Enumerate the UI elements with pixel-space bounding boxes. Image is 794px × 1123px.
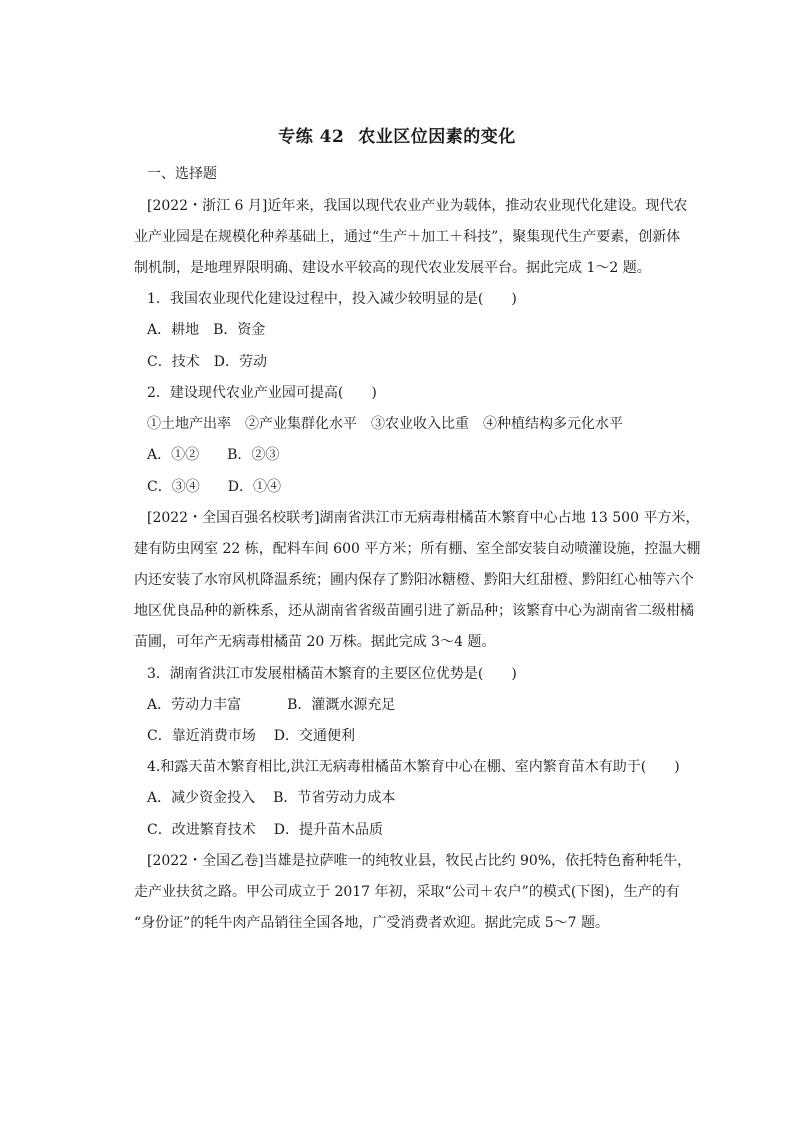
passage1-line2: 业产业园是在规模化种养基础上，通过“生产＋加工＋科技”，聚集现代生产要素，创新体: [134, 229, 681, 245]
q2-option-b: B．②③: [227, 447, 280, 463]
section-heading: 一、选择题: [147, 166, 217, 182]
q4-option-c: C．改进繁育技术: [147, 822, 256, 838]
q2-option-d: D．①④: [227, 479, 281, 495]
passage1-line1: [2022・浙江 6 月]近年来，我国以现代农业产业为载体，推动农业现代化建设。现代农: [147, 198, 688, 214]
q3-option-a: A．劳动力丰富: [147, 697, 242, 713]
q2-stem: 2．建设现代农业产业园可提高( ): [147, 385, 377, 401]
passage2-line5: 苗圃，可年产无病毒柑橘苗 20 万株。据此完成 3～4 题。: [134, 634, 496, 650]
q1-options-row1: [147, 320, 265, 340]
q4-option-b: B．节省劳动力成本: [273, 790, 396, 806]
title-number: 专练 42: [278, 127, 345, 147]
q4-option-a: A．减少资金投入: [147, 790, 256, 806]
q3-option-c: C．靠近消费市场: [147, 728, 256, 744]
q1-options-row2: [147, 352, 267, 372]
q2-option-a: A．①②: [147, 447, 200, 463]
page-title: [0, 122, 794, 147]
passage3-line3: “身份证”的牦牛肉产品销往全国各地，广受消费者欢迎。据此完成 5～7 题。: [134, 915, 610, 931]
q3-stem: 3．湖南省洪江市发展柑橘苗木繁育的主要区位优势是( ): [147, 666, 517, 682]
q3-options-row2: [147, 726, 355, 746]
q4-options-row1: [147, 788, 395, 808]
q1-option-d: D．劳动: [213, 354, 267, 370]
q2-options-row1: [147, 445, 279, 465]
passage3-line1: [2022・全国乙卷]当雄是拉萨唯一的纯牧业县，牧民占比约 90%，依托特色畜种牦牛，: [147, 853, 692, 869]
passage3-line2: 走产业扶贫之路。甲公司成立于 2017 年初，采取“公司＋农户”的模式(下图)，生产的有: [134, 884, 680, 900]
passage2-line1: [2022・全国百强名校联考]湖南省洪江市无病毒柑橘苗木繁育中心占地 13 500 平方米，: [147, 510, 700, 526]
q4-option-d: D．提升苗木品质: [273, 822, 383, 838]
passage1-line3: 制机制，是地理界限明确、建设水平较高的现代农业发展平台。据此完成 1～2 题。: [134, 260, 651, 276]
q2-options-row2: [147, 477, 281, 497]
q1-stem: 1．我国农业现代化建设过程中，投入减少较明显的是( ): [147, 291, 517, 307]
passage2-line4: 地区优良品种的新株系，还从湖南省省级苗圃引进了新品种；该繁育中心为湖南省二级柑橘: [134, 603, 694, 619]
passage2-line2: 建有防虫网室 22 栋，配料车间 600 平方米；所有棚、室全部安装自动喷灌设施，控温大棚: [134, 541, 701, 557]
q4-stem: 4.和露天苗木繁育相比,洪江无病毒柑橘苗木繁育中心在棚、室内繁育苗木有助于( ): [147, 759, 680, 775]
q1-option-a: A．耕地: [147, 322, 200, 338]
q2-option-c: C．③④: [147, 479, 200, 495]
q3-option-d: D．交通便利: [273, 728, 355, 744]
passage2-line3: 内还安装了水帘风机降温系统；圃内保存了黔阳冰糖橙、黔阳大红甜橙、黔阳红心柚等六个: [134, 572, 694, 588]
q1-option-c: C．技术: [147, 354, 200, 370]
title-text: 农业区位因素的变化: [358, 127, 516, 147]
q1-option-b: B．资金: [213, 322, 266, 338]
q2-items: ①土地产出率 ②产业集群化水平 ③农业收入比重 ④种植结构多元化水平: [147, 416, 623, 432]
q4-options-row2: [147, 820, 383, 840]
q3-option-b: B．灌溉水源充足: [287, 697, 396, 713]
q3-options-row1: [147, 695, 395, 715]
